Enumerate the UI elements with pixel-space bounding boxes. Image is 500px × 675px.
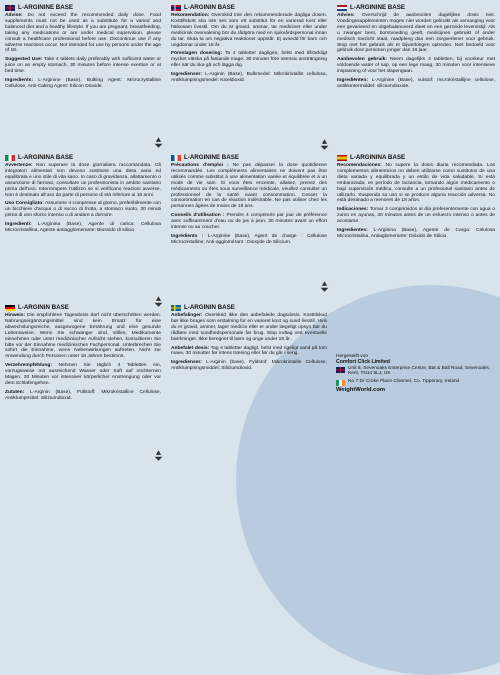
website-link[interactable]: WeightWorld.com [336, 387, 386, 394]
advice-paragraph [171, 13, 327, 48]
panel-header [337, 4, 495, 11]
ingredients-label: Ingredienti: [5, 222, 32, 228]
ingredients-label: Ingredienser: [171, 360, 202, 366]
advice-label: Hinweis: [5, 313, 26, 318]
advice-text: Overschrijd de aanbevolen dagelijkse dosis niet. Voedingssupplementen mogen niet worden gebruikt als vervanging voor een gevarieerd en uitgebalanceerd dieet en een gezonde levensstijl. Als u zwanger bent, borstvoeding geeft, medicijnen gebruikt of onder medisch toezicht staat, raadpleeg dan een zorgverlener voor gebruik. Stop met het gebruik als er bijwerkingen optreden. Niet bedoeld voor gebruik door personen jonger dan 18 jaar. [337, 13, 495, 54]
panel-header [171, 4, 327, 11]
panel-blank [332, 300, 500, 500]
usage-text: Ta 4 tabletter dagligen, helst med tillräckligt mycket vätska på fastande mage, 30 minuter före intensiv ansträngning eller när du ska gå och lägga dig. [171, 51, 327, 69]
advice-label: Rekomendation: [171, 13, 210, 18]
ie-address-line [336, 379, 496, 386]
italy-flag-icon [5, 155, 15, 161]
spain-flag-icon [337, 155, 347, 161]
ingredients-label: Zutaten: [5, 389, 25, 395]
usage-label: Anbefalet dosis: [171, 345, 210, 351]
panel-title: L-ARGININ BASE [184, 4, 235, 11]
panel-header [171, 154, 327, 161]
ingredients-paragraph [5, 222, 161, 234]
uk-address: Unit 8, Sevenoaks Enterprise Centre, Bat & Ball Road, Sevenoaks, Kent, TN14 5LJ, UK [348, 365, 491, 377]
advice-text: Do not exceed the recommended daily dose. Food supplements must not be used as a substitute for a varied and balanced diet and a healthy lifestyle. If you are pregnant, breastfeeding, taking any medications or are under medical supervision, please consult a healthcare professional before use. Discontinue use if any adverse reactions occur. Not intended for use by persons under the age of 18. [5, 13, 161, 54]
ie-address: No 7 Dr Croke Place Clonmel, Co. Tipperary, Ireland [348, 379, 460, 385]
panel-title: L-ARGININA BASE [350, 154, 406, 161]
usage-label: Verzehrempfehlung: [5, 363, 53, 369]
advice-label: Advise: [5, 13, 23, 18]
ingredients-label: Ingredientes: [337, 228, 368, 234]
recycle-icon [317, 138, 332, 151]
advice-label: Précautions d'emploi : [171, 163, 229, 168]
usage-paragraph [337, 57, 495, 75]
ingredients-label: Ingrédients : [171, 233, 204, 239]
usage-label: Suggested Use: [5, 57, 43, 63]
panel-nl [332, 0, 500, 150]
usage-label: Uso Consigliato: [5, 201, 44, 207]
usage-text: Tag 4 tabletter dagligt, helst med rigeligt vand på tom mave, 30 minutter før intens træning eller før du går i seng. [171, 345, 328, 357]
advice-paragraph [5, 313, 161, 360]
ingredients-text: L-Arginine (Base), Agent de charge : Cellulose Microcristalline, Anti-agglomérant : Dioxyde de Silicium. [171, 233, 327, 245]
panel-header [337, 154, 495, 161]
usage-label: Aanbevolen gebruik: [337, 57, 388, 63]
advice-text: Overskrid ikke den anbefalede dagsdosis. Kosttilskud bør ikke bruges som erstatning for en varieret kost og sund livsstil. Hvis du er gravid, ammer, tager medicin eller er under lægeligt opsyn bør du rådføre med sundhedspersonale før brug. Stop indtag ved eventuelle bivirkninger. Ikke beregnet til børn og unge under 18 år. [171, 313, 327, 342]
uk-flag-icon [5, 5, 15, 11]
panel-header [5, 304, 161, 311]
usage-text: Take 4 tablets daily preferably with sufficient water or juice on an empty stomach, 30 minutes before intense exertion or at bed time. [5, 57, 161, 75]
germany-flag-icon [5, 305, 15, 311]
usage-label: Föreslagen dosering: [171, 51, 223, 57]
ingredients-text: L-Arginina (Base), Agente di carica: Cellulosa Microcristallina, Agente antiagglomerante: Biossido di silicio. [5, 222, 161, 234]
usage-label: Indicaciones: [337, 207, 369, 213]
usage-paragraph [171, 346, 327, 358]
panel-es [332, 150, 500, 300]
panel-en [0, 0, 166, 150]
usage-paragraph [171, 51, 327, 69]
norway-flag-icon [171, 5, 181, 11]
recycle-icon [317, 280, 332, 293]
ingredients-label: Ingredients: [5, 78, 33, 84]
usage-text: Assumere 4 compresse al giorno, preferibilmente con un bicchiere d'acqua o di succo di frutta, a stomaco vuoto, 30 minuti prima di uno sforzo intenso o di andare a dormire. [5, 201, 161, 219]
advice-label: Avvertenze: [5, 163, 33, 168]
usage-text: Neem dagelijks 4 tabletten, bij voorkeur met voldoende water of sap, op een lege maag, 30 minuten voor intensieve inspanning of voor het slapengaan. [337, 57, 495, 75]
ingredients-label: Ingredienser: [171, 72, 202, 78]
panel-title: L-ARGININE BASE [184, 154, 240, 161]
uk-flag-icon [336, 367, 345, 373]
ingredients-paragraph [171, 234, 327, 246]
recycle-icon [151, 449, 166, 462]
panel-no [166, 0, 332, 150]
panel-it [0, 150, 166, 300]
usage-text: Tomar 3 comprimidos al día preferentemente con agua o zumo en ayunas, 30 minutos antes de un esfuerzo intenso o antes de acostarse. [337, 207, 495, 225]
manufacturer-intro: Hergestellt von [336, 354, 368, 359]
advice-paragraph [337, 163, 495, 204]
advice-text: Die empfohlene Tagesdosis darf nicht überschritten werden. Nahrungsergänzungsmittel sind kein Ersatz für eine abwechslungsreiche, ausgewogene Ernährung und eine gesunde Lebensweise. Wenn Sie schwanger sind, stillen, Medikamente einnehmen oder unter medizinischer Aufsicht stehen, konsultieren Sie bitte vor der Einnahme medizinisches Fachpersonal. Unterbrechen Sie sofort die Einnahme, wenn Nebenwirkungen auftreten. Nicht zur Anwendung durch Personen unter 18 Jahren bestimmt. [5, 313, 161, 360]
advice-paragraph [337, 13, 495, 54]
ingredients-paragraph [5, 78, 161, 90]
usage-paragraph [171, 213, 327, 231]
company-name: Comfort Click Limited [336, 358, 390, 365]
ingredients-text: L-Arginin (base), Fyldstof: Mikrokristallin Cellulose, Antiklumpningsmiddel: Siliciumdioxid. [171, 360, 327, 372]
usage-text: Prendre 4 comprimés par jour de préférence avec suffisamment d'eau ou de jus à jeun, 30 minutes avant un effort intense ou au coucher. [171, 213, 327, 231]
uk-address-line [336, 366, 496, 378]
advice-paragraph [171, 313, 327, 343]
advice-text: Overskrid inte den rekommenderade dagliga dosen. Kosttillskott ska inte ses som ett substitut för en varierad kost eller hälsosam livsstil. Om du är gravid, ammar, tar mediciner eller under medicinsk övervakning bör du rådgöra med en sjukvårdspersonal innan du tar. Sluta ta om negativa reaktioner uppstår. Ej avsedd för barn och ungdomar under 18 år. [171, 13, 327, 48]
netherlands-flag-icon [337, 5, 347, 11]
advice-text: No supere la dosis diaria recomendada. Los complementos alimenticios no deben utilizarse como sustitutos de una dieta variada y equilibrada y un estilo de vida saludable. Si está embarazada, en período de lactancia, tomando algún medicamento o bajo supervisión médica, consulte a un profesional sanitario antes de utilizarlo. Suspenda su uso si se produce alguna reacción adversa. No está destinado a menores de 18 años. [337, 163, 495, 204]
ingredients-paragraph [337, 228, 495, 240]
sweden-flag-icon [171, 305, 181, 311]
panel-title: L-ARGININ BASE [18, 304, 69, 311]
recycle-icon [151, 295, 166, 308]
ingredients-text: L-Arginina (Base), Agente de Carga: Celulosa Microcristalina, Antiaglomerante: Dióxido de Silicio. [337, 228, 495, 239]
ireland-flag-icon [336, 380, 345, 386]
ingredients-text: L-Arginine (Base), Bulking Agent: Microcrystalline Cellulose, Anti-Caking Agent: Silicon Dioxide. [5, 78, 161, 89]
france-flag-icon [171, 155, 181, 161]
ingredients-text: L-Arginine (Base), vulstof: microkristallijne cellulose, antiklontermiddel: siliciumdioxide. [337, 78, 495, 89]
panel-se [166, 300, 332, 500]
ingredients-paragraph [171, 360, 327, 372]
advice-text: Non superare la dose giornaliera raccomandata. Gli integratori alimentari non devono sostituire una dieta varia ed equilibrata e uno stile di vita sano. In caso di gravidanza, allattamento o assunzione di farmaci, consultare un professionista in ambito sanitario prima dell'uso. Interrompere l'utilizzo se si verificano reazioni avverse. Non è destinato all'uso da parte di persone di età inferiore ai 18 anni. [5, 163, 161, 198]
usage-paragraph [5, 363, 161, 387]
usage-paragraph [5, 201, 161, 219]
advice-label: Anbefalinger: [171, 313, 203, 318]
panel-header [171, 304, 327, 311]
ingredients-paragraph [337, 78, 495, 90]
advice-text: Ne pas dépasser la dose quotidienne recommandée. Les compléments alimentaires ne doivent pas être utilisés comme substitut à une alimentation variée et équilibrée et à un mode de vie sain. Si vous êtes enceinte, allaitez, prenez des médicaments ou êtes sous surveillance médicale, veuillez consulter un professionnel de la santé avant consommation. Cesser la consommation en cas de réaction indésirable. Ne pas utiliser chez les personnes âgées de moins de 18 ans. [171, 163, 327, 210]
panel-title: L-ARGININE BASE [18, 4, 74, 11]
panel-header [5, 4, 161, 11]
usage-text: Nehmen Sie täglich 4 Tabletten ein, vorzugsweise mit ausreichend Wasser oder Saft auf nüchternen Magen, 30 Minuten vor intensiver körperlicher Anstrengung oder vor dem Schlafengehen. [5, 363, 161, 386]
panel-title: L-ARGININA BASE [18, 154, 74, 161]
recycle-icon [151, 136, 166, 149]
advice-paragraph [171, 163, 327, 210]
usage-paragraph [5, 57, 161, 75]
ingredients-label: Ingrediënten: [337, 78, 368, 84]
ingredients-paragraph [171, 72, 327, 84]
ingredients-paragraph [5, 390, 161, 402]
usage-label: Conseils d'utilisation : [171, 213, 225, 219]
ingredients-text: L-Arginin (Base), Füllstoff: Mikrokristalline Cellulose, Antiklumpmittel: Siliziumdioxid. [5, 389, 161, 401]
advice-paragraph [5, 13, 161, 54]
advice-label: Recomendaciones: [337, 163, 382, 168]
panel-de [0, 300, 166, 500]
panel-header [5, 154, 161, 161]
ingredients-text: L-Arginin (Base), Bulkmedel: Mikrokristallin cellulosa, Antiklumpningsmedel: Kiseldioxid. [171, 72, 327, 84]
advice-paragraph [5, 163, 161, 198]
panel-title: L-ARGININE BASE [350, 4, 406, 11]
panel-fr [166, 150, 332, 300]
advice-label: Advies: [337, 13, 355, 18]
panel-title: L-ARGININ BASE [184, 304, 235, 311]
usage-paragraph [337, 207, 495, 225]
manufacturer-block [336, 354, 496, 394]
